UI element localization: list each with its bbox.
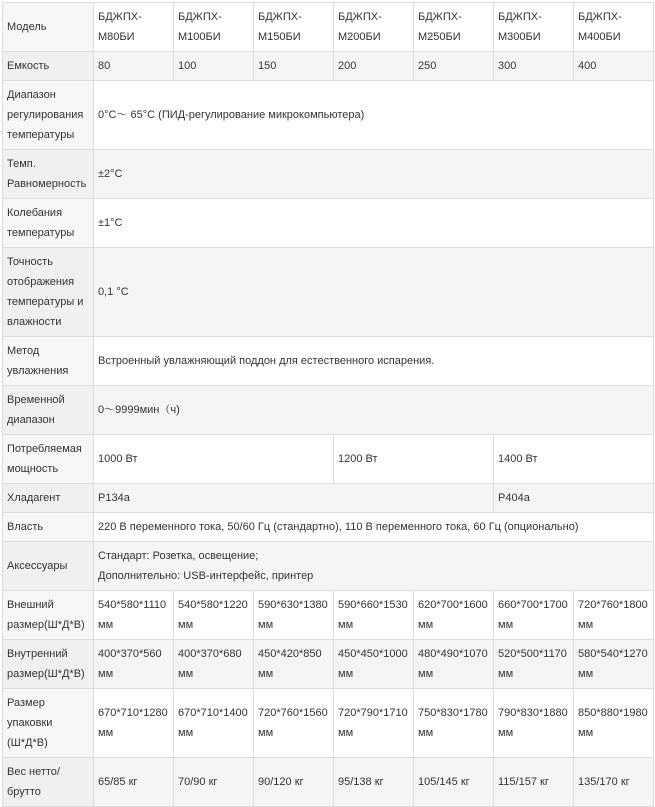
table-cell: 220 В переменного тока, 50/60 Гц (стандартно), 110 В переменного тока, 60 Гц (опционально): [94, 513, 654, 542]
table-cell: 590*630*1380 мм: [254, 591, 334, 640]
table-row: [3, 81, 654, 150]
table-cell: 540*580*1220 мм: [174, 591, 254, 640]
table-cell: БДЖПХ-М250БИ: [414, 3, 494, 52]
table-cell: 1200 Вт: [334, 435, 494, 484]
row-label: Размер упаковки (Ш*Д*В): [3, 689, 94, 758]
table-cell: 150: [254, 52, 334, 81]
table-cell: 720*760*1560 мм: [254, 689, 334, 758]
table-cell: БДЖПХ-М400БИ: [574, 3, 654, 52]
table-cell: 400: [574, 52, 654, 81]
table-cell: 660*700*1700 мм: [494, 591, 574, 640]
table-row: [3, 337, 654, 386]
row-label: Модель: [3, 3, 94, 52]
table-cell: 70/90 кг: [174, 758, 254, 807]
row-label: Емкость: [3, 52, 94, 81]
accessory-optional: Дополнительно: USB-интерфейс, принтер: [98, 570, 314, 582]
table-cell: 590*660*1530 мм: [334, 591, 414, 640]
table-row: [3, 640, 654, 689]
table-row: [3, 52, 654, 81]
spec-table: [2, 2, 654, 807]
table-cell: 670*710*1400 мм: [174, 689, 254, 758]
table-cell: БДЖПХ-М300БИ: [494, 3, 574, 52]
table-cell: [94, 542, 654, 591]
table-cell: 115/157 кг: [494, 758, 574, 807]
row-label: Колебания температуры: [3, 199, 94, 248]
table-row: [3, 150, 654, 199]
table-cell: 300: [494, 52, 574, 81]
table-row: [3, 484, 654, 513]
table-cell: БДЖПХ-М150БИ: [254, 3, 334, 52]
row-label: Внешний размер(Ш*Д*В): [3, 591, 94, 640]
table-row: [3, 199, 654, 248]
table-cell: 720*760*1800 мм: [574, 591, 654, 640]
table-row: [3, 513, 654, 542]
table-cell: 400*370*560 мм: [94, 640, 174, 689]
table-row: [3, 248, 654, 337]
table-row: [3, 542, 654, 591]
table-cell: 450*450*1000 мм: [334, 640, 414, 689]
table-cell: 400*370*680 мм: [174, 640, 254, 689]
table-cell: 720*790*1710 мм: [334, 689, 414, 758]
row-label: Диапазон регулирования температуры: [3, 81, 94, 150]
table-cell: 105/145 кг: [414, 758, 494, 807]
table-cell: 135/170 кг: [574, 758, 654, 807]
table-cell: 480*490*1070 мм: [414, 640, 494, 689]
table-cell: 80: [94, 52, 174, 81]
table-cell: БДЖПХ-М100БИ: [174, 3, 254, 52]
table-cell: 850*880*1980 мм: [574, 689, 654, 758]
table-cell: 65/85 кг: [94, 758, 174, 807]
row-label: Потребляемая мощность: [3, 435, 94, 484]
table-cell: 450*420*850 мм: [254, 640, 334, 689]
table-cell: P134a: [94, 484, 494, 513]
row-label: Аксессуары: [3, 542, 94, 591]
table-cell: 520*500*1170 мм: [494, 640, 574, 689]
table-cell: 580*540*1270 мм: [574, 640, 654, 689]
row-label: Точность отображения температуры и влажности: [3, 248, 94, 337]
table-cell: ±2°C: [94, 150, 654, 199]
table-cell: 1400 Вт: [494, 435, 654, 484]
table-cell: БДЖПХ-М80БИ: [94, 3, 174, 52]
table-cell: БДЖПХ-М200БИ: [334, 3, 414, 52]
table-cell: 0°C～ 65°C (ПИД-регулирование микрокомпьютера): [94, 81, 654, 150]
table-cell: 1000 Вт: [94, 435, 334, 484]
row-label: Вес нетто/ брутто: [3, 758, 94, 807]
table-cell: 250: [414, 52, 494, 81]
table-cell: 790*830*1880 мм: [494, 689, 574, 758]
table-cell: ±1°C: [94, 199, 654, 248]
table-cell: Встроенный увлажняющий поддон для естественного испарения.: [94, 337, 654, 386]
table-cell: 620*700*1600 мм: [414, 591, 494, 640]
table-cell: 0,1 °C: [94, 248, 654, 337]
row-label: Темп. Равномерность: [3, 150, 94, 199]
row-label: Метод увлажнения: [3, 337, 94, 386]
row-label: Временной диапазон: [3, 386, 94, 435]
table-cell: 200: [334, 52, 414, 81]
table-row: [3, 591, 654, 640]
table-row: [3, 386, 654, 435]
table-cell: 0～9999мин（ч): [94, 386, 654, 435]
table-cell: 670*710*1280 мм: [94, 689, 174, 758]
table-cell: 95/138 кг: [334, 758, 414, 807]
row-label: Внутренний размер(Ш*Д*В): [3, 640, 94, 689]
table-cell: 540*580*1110 мм: [94, 591, 174, 640]
table-row: [3, 758, 654, 807]
table-cell: P404a: [494, 484, 654, 513]
row-label: Власть: [3, 513, 94, 542]
table-cell: 90/120 кг: [254, 758, 334, 807]
table-row: [3, 3, 654, 52]
table-cell: 750*830*1780 мм: [414, 689, 494, 758]
row-label: Хладагент: [3, 484, 94, 513]
table-cell: 100: [174, 52, 254, 81]
table-row: [3, 435, 654, 484]
accessory-standard: Стандарт: Розетка, освещение;: [98, 550, 259, 562]
table-row: [3, 689, 654, 758]
